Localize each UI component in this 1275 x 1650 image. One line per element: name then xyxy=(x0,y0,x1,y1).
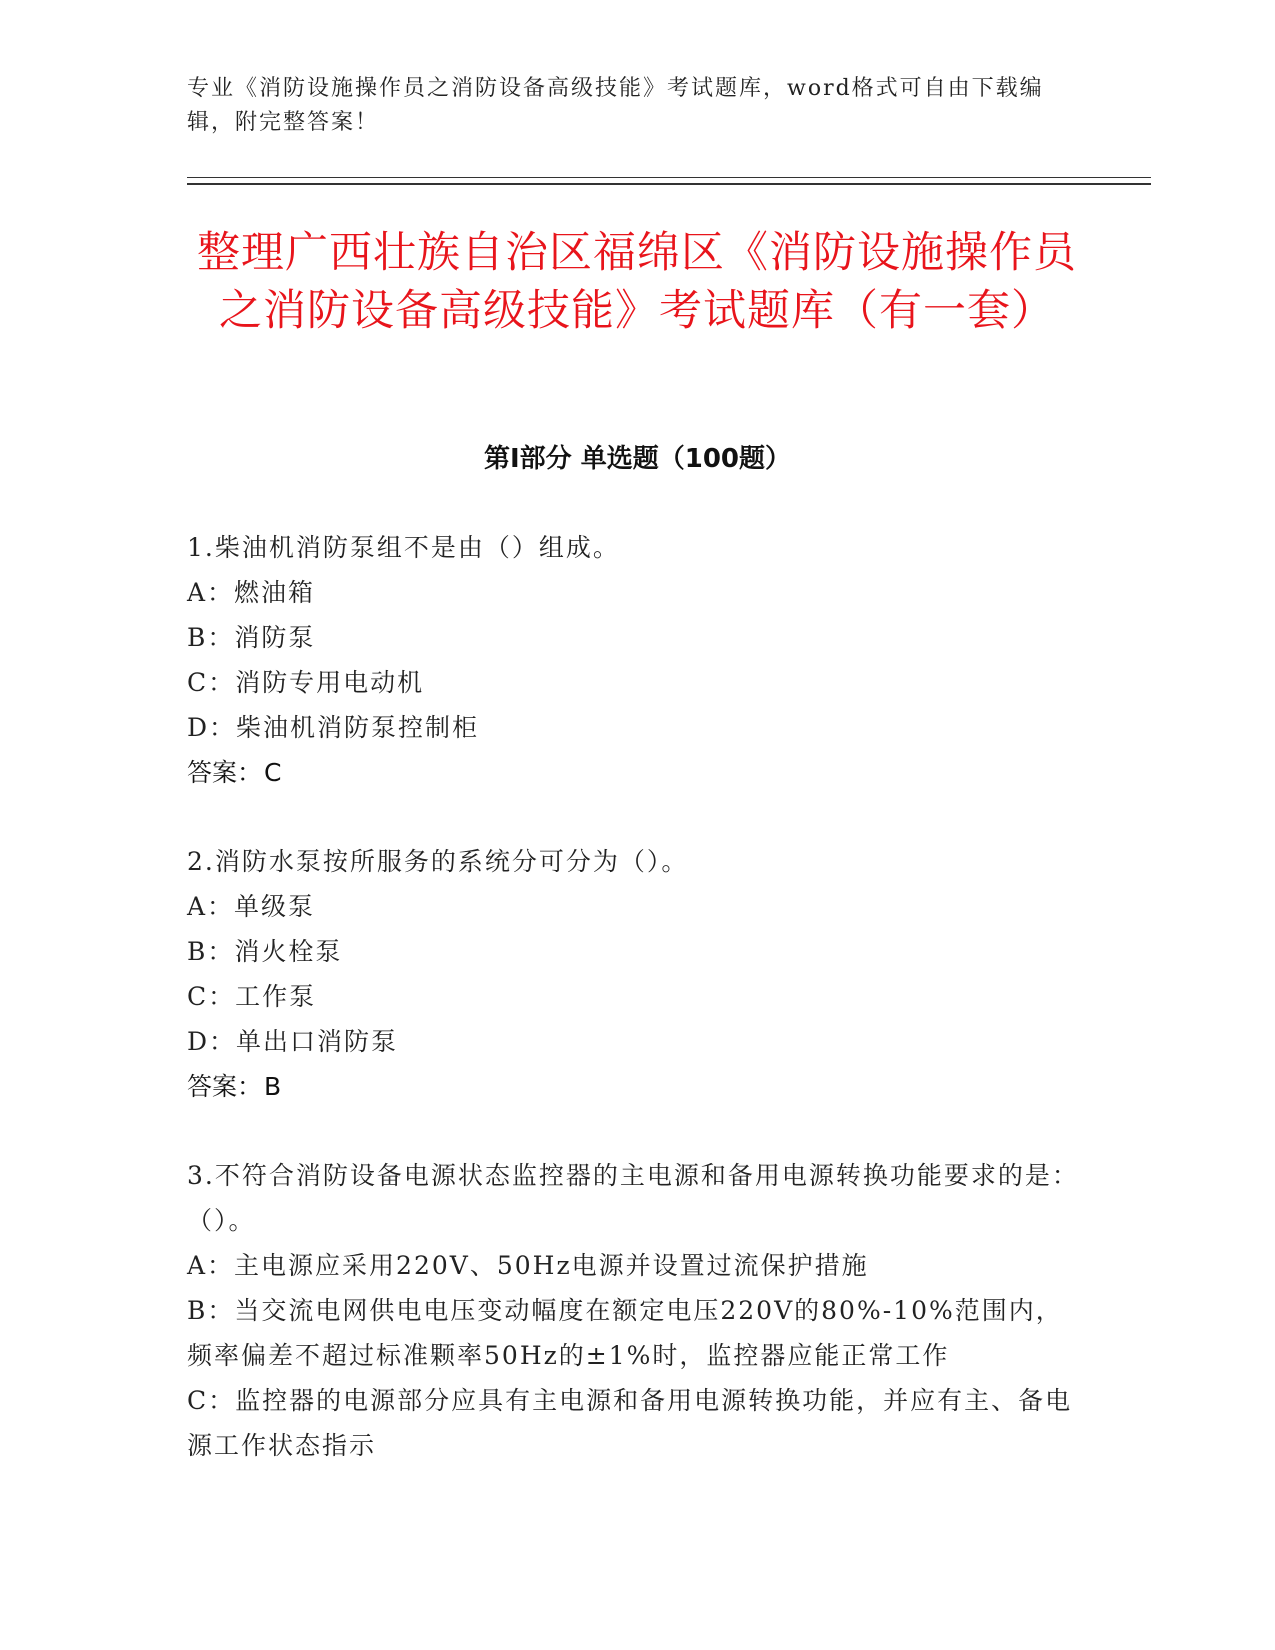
answer-label: 答案： xyxy=(187,758,263,787)
question-stem: 3.不符合消防设备电源状态监控器的主电源和备用电源转换功能要求的是：（）。 xyxy=(187,1161,1079,1235)
option-d: D：单出口消防泵 xyxy=(187,1027,399,1056)
answer-label: 答案： xyxy=(187,1072,263,1101)
option-b: B：消火栓泵 xyxy=(187,937,343,966)
section-title: 第Ⅰ部分 单选题（100题） xyxy=(484,444,791,474)
option-b: B：消防泵 xyxy=(187,623,316,652)
option-c: C：工作泵 xyxy=(187,982,317,1011)
option-d: D：柴油机消防泵控制柜 xyxy=(187,713,480,742)
option-c: C：消防专用电动机 xyxy=(187,668,425,697)
answer xyxy=(187,750,1087,795)
question-2 xyxy=(187,839,1087,1109)
question-stem: 1.柴油机消防泵组不是由（）组成。 xyxy=(187,533,620,562)
option-b: B：当交流电网供电电压变动幅度在额定电压220V的80%-10%范围内，频率偏差不超过标准颗率50Hz的±1%时，监控器应能正常工作 xyxy=(187,1296,1063,1370)
header-divider-thin xyxy=(187,177,1151,178)
answer-value: B xyxy=(264,1072,282,1101)
answer-value: C xyxy=(264,758,282,787)
option-a: A：燃油箱 xyxy=(187,578,316,607)
question-3 xyxy=(187,1153,1087,1468)
option-a: A：单级泵 xyxy=(187,892,316,921)
document-title: 整理广西壮族自治区福绵区《消防设施操作员之消防设备高级技能》考试题库（有一套） xyxy=(197,228,1077,336)
header-note: 专业《消防设施操作员之消防设备高级技能》考试题库，word格式可自由下载编辑，附完整答案！ xyxy=(187,76,1044,135)
question-list xyxy=(187,525,1087,1512)
option-c: C：监控器的电源部分应具有主电源和备用电源转换功能，并应有主、备电源工作状态指示 xyxy=(187,1386,1073,1460)
option-a: A：主电源应采用220V、50Hz电源并设置过流保护措施 xyxy=(187,1251,869,1280)
header-divider-thick xyxy=(187,183,1151,185)
question-1 xyxy=(187,525,1087,795)
question-stem: 2.消防水泵按所服务的系统分可分为（）。 xyxy=(187,847,689,876)
answer xyxy=(187,1064,1087,1109)
